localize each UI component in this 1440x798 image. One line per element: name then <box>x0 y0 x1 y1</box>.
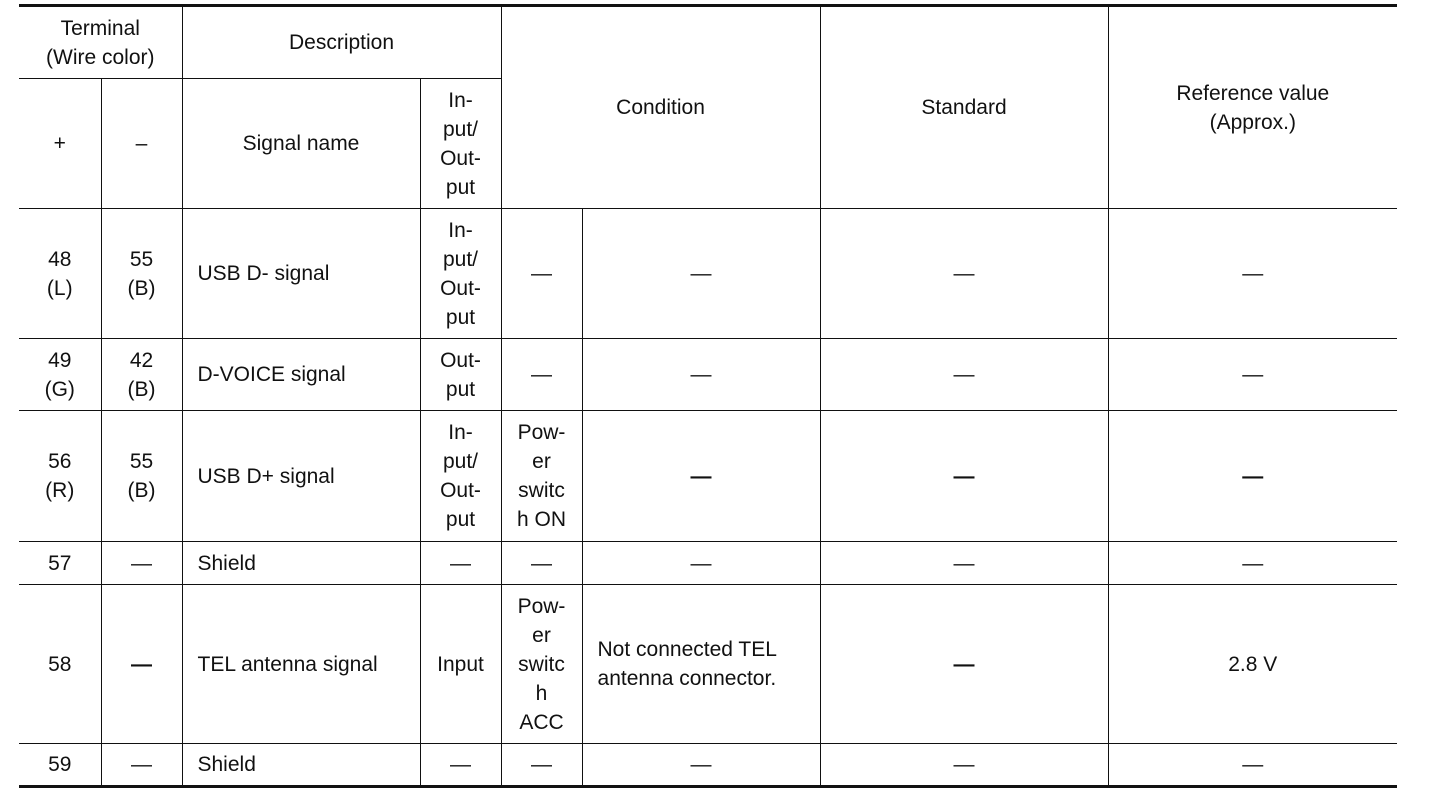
terminal-plus: 59 <box>19 744 101 787</box>
reference-value: — <box>1108 411 1397 542</box>
header-plus: + <box>19 79 101 209</box>
terminal-plus: 56 (R) <box>19 411 101 542</box>
input-output: In- put/ Out- put <box>420 209 501 339</box>
condition-state: — <box>501 542 582 585</box>
table-row <box>19 209 1397 339</box>
header-row-1 <box>19 6 1397 79</box>
condition-state: Pow- er switc h ACC <box>501 585 582 744</box>
condition-state: Pow- er switc h ON <box>501 411 582 542</box>
header-description: Description <box>182 6 501 79</box>
signal-name: Shield <box>182 744 420 787</box>
reference-value: — <box>1108 339 1397 411</box>
terminal-plus: 48 (L) <box>19 209 101 339</box>
table-row <box>19 744 1397 787</box>
condition-detail: — <box>582 339 820 411</box>
table-row <box>19 411 1397 542</box>
header-standard: Standard <box>820 6 1108 209</box>
input-output: In- put/ Out- put <box>420 411 501 542</box>
condition-state: — <box>501 339 582 411</box>
terminal-table <box>19 4 1397 788</box>
terminal-minus: — <box>101 542 182 585</box>
terminal-plus: 58 <box>19 585 101 744</box>
header-condition: Condition <box>501 6 820 209</box>
header-terminal: Terminal (Wire color) <box>19 6 182 79</box>
condition-state: — <box>501 209 582 339</box>
reference-value: 2.8 V <box>1108 585 1397 744</box>
input-output: Out- put <box>420 339 501 411</box>
reference-value: — <box>1108 542 1397 585</box>
standard-value: — <box>820 542 1108 585</box>
terminal-plus: 49 (G) <box>19 339 101 411</box>
signal-name: USB D- signal <box>182 209 420 339</box>
signal-name: D-VOICE signal <box>182 339 420 411</box>
table-row <box>19 585 1397 744</box>
condition-detail: Not connected TEL antenna connector. <box>582 585 820 744</box>
signal-name: Shield <box>182 542 420 585</box>
standard-value: — <box>820 339 1108 411</box>
standard-value: — <box>820 209 1108 339</box>
reference-value: — <box>1108 209 1397 339</box>
input-output: — <box>420 744 501 787</box>
condition-detail: — <box>582 411 820 542</box>
input-output: Input <box>420 585 501 744</box>
header-minus: – <box>101 79 182 209</box>
input-output: — <box>420 542 501 585</box>
terminal-minus: 55 (B) <box>101 209 182 339</box>
signal-name: TEL antenna signal <box>182 585 420 744</box>
table-row <box>19 542 1397 585</box>
condition-state: — <box>501 744 582 787</box>
reference-value: — <box>1108 744 1397 787</box>
header-signal-name: Signal name <box>182 79 420 209</box>
header-input-output: In- put/ Out- put <box>420 79 501 209</box>
signal-name: USB D+ signal <box>182 411 420 542</box>
condition-detail: — <box>582 542 820 585</box>
terminal-minus: 55 (B) <box>101 411 182 542</box>
header-reference-value: Reference value (Approx.) <box>1108 6 1397 209</box>
terminal-plus: 57 <box>19 542 101 585</box>
condition-detail: — <box>582 209 820 339</box>
condition-detail: — <box>582 744 820 787</box>
terminal-minus: — <box>101 744 182 787</box>
terminal-minus: 42 (B) <box>101 339 182 411</box>
standard-value: — <box>820 744 1108 787</box>
terminal-minus: — <box>101 585 182 744</box>
standard-value: — <box>820 585 1108 744</box>
table-row <box>19 339 1397 411</box>
standard-value: — <box>820 411 1108 542</box>
